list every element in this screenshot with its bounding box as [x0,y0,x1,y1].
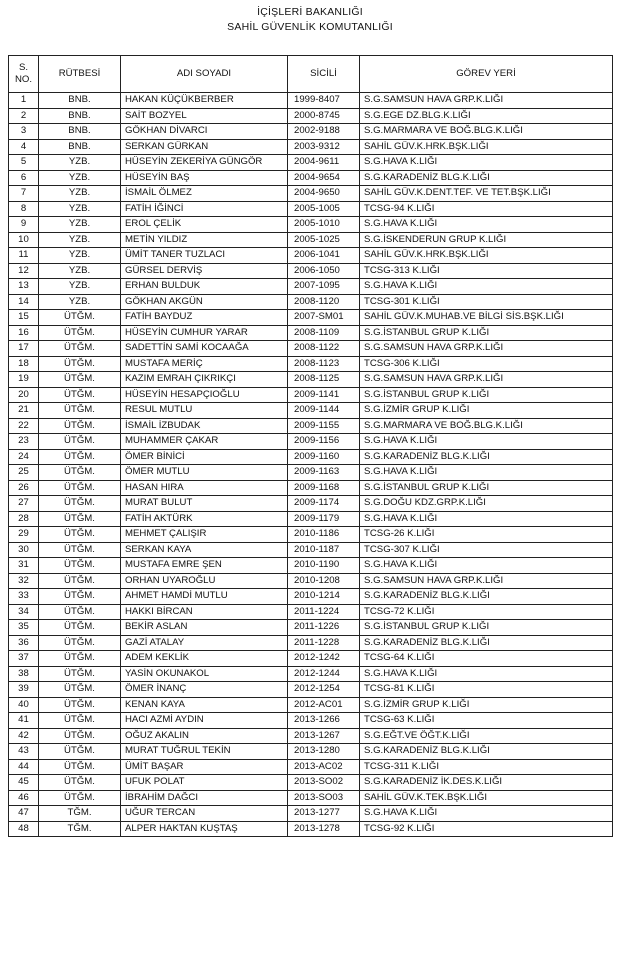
cell-sicil: 2004-9611 [288,155,360,171]
cell-rank: ÜTĞM. [39,558,121,574]
cell-no: 3 [9,124,39,140]
cell-name: MEHMET ÇALIŞIR [121,527,288,543]
table-row [9,387,613,403]
table-row [9,480,613,496]
cell-name: OĞUZ AKALIN [121,728,288,744]
cell-no: 29 [9,527,39,543]
cell-name: HÜSEYİN HESAPÇIOĞLU [121,387,288,403]
cell-duty-station: TCSG-306 K.LIĞI [360,356,613,372]
cell-sicil: 2010-1187 [288,542,360,558]
cell-duty-station: SAHİL GÜV.K.MUHAB.VE BİLGİ SİS.BŞK.LIĞI [360,310,613,326]
cell-rank: ÜTĞM. [39,511,121,527]
cell-no: 26 [9,480,39,496]
table-row [9,713,613,729]
cell-no: 41 [9,713,39,729]
cell-sicil: 2009-1179 [288,511,360,527]
cell-no: 42 [9,728,39,744]
cell-duty-station: S.G.İZMİR GRUP K.LIĞI [360,697,613,713]
cell-name: ÜMİT BAŞAR [121,759,288,775]
cell-name: ERHAN BULDUK [121,279,288,295]
cell-duty-station: TCSG-81 K.LIĞI [360,682,613,698]
cell-rank: ÜTĞM. [39,697,121,713]
table-row [9,496,613,512]
table-row [9,790,613,806]
cell-rank: ÜTĞM. [39,496,121,512]
cell-name: GÖKHAN DİVARCI [121,124,288,140]
cell-no: 31 [9,558,39,574]
cell-sicil: 2007-SM01 [288,310,360,326]
cell-rank: YZB. [39,201,121,217]
cell-name: HASAN HIRA [121,480,288,496]
cell-duty-station: S.G.KARADENİZ BLG.K.LIĞI [360,170,613,186]
cell-rank: ÜTĞM. [39,775,121,791]
table-row [9,465,613,481]
cell-sicil: 2008-1122 [288,341,360,357]
cell-duty-station: S.G.HAVA K.LIĞI [360,511,613,527]
cell-no: 21 [9,403,39,419]
table-row [9,666,613,682]
cell-duty-station: S.G.İSTANBUL GRUP K.LIĞI [360,387,613,403]
cell-name: FATİH BAYDUZ [121,310,288,326]
cell-sicil: 2011-1224 [288,604,360,620]
cell-name: SERKAN GÜRKAN [121,139,288,155]
cell-duty-station: S.G.KARADENİZ BLG.K.LIĞI [360,449,613,465]
cell-rank: ÜTĞM. [39,465,121,481]
table-row [9,806,613,822]
cell-no: 5 [9,155,39,171]
cell-sicil: 2011-1226 [288,620,360,636]
cell-rank: ÜTĞM. [39,744,121,760]
cell-no: 27 [9,496,39,512]
cell-no: 13 [9,279,39,295]
table-row [9,232,613,248]
cell-sicil: 2012-1244 [288,666,360,682]
cell-duty-station: TCSG-313 K.LIĞI [360,263,613,279]
cell-no: 30 [9,542,39,558]
cell-sicil: 2013-SO03 [288,790,360,806]
cell-rank: TĞM. [39,806,121,822]
cell-sicil: 2005-1025 [288,232,360,248]
table-row [9,589,613,605]
table-row [9,620,613,636]
cell-duty-station: S.G.KARADENİZ BLG.K.LIĞI [360,589,613,605]
cell-name: SADETTİN SAMİ KOCAAĞA [121,341,288,357]
table-row [9,775,613,791]
cell-sicil: 2011-1228 [288,635,360,651]
cell-name: ADEM KEKLİK [121,651,288,667]
cell-duty-station: TCSG-94 K.LIĞI [360,201,613,217]
cell-rank: ÜTĞM. [39,356,121,372]
cell-rank: ÜTĞM. [39,728,121,744]
cell-sicil: 2009-1141 [288,387,360,403]
table-row [9,635,613,651]
cell-name: AHMET HAMDİ MUTLU [121,589,288,605]
cell-name: ALPER HAKTAN KUŞTAŞ [121,821,288,837]
cell-rank: YZB. [39,294,121,310]
cell-name: GÜRSEL DERVİŞ [121,263,288,279]
cell-sicil: 2007-1095 [288,279,360,295]
cell-name: HAKAN KÜÇÜKBERBER [121,93,288,109]
cell-sicil: 2012-1242 [288,651,360,667]
cell-name: MURAT BULUT [121,496,288,512]
cell-sicil: 2013-1266 [288,713,360,729]
cell-sicil: 2002-9188 [288,124,360,140]
cell-no: 11 [9,248,39,264]
cell-duty-station: S.G.HAVA K.LIĞI [360,217,613,233]
cell-duty-station: TCSG-307 K.LIĞI [360,542,613,558]
cell-sicil: 2009-1144 [288,403,360,419]
cell-name: GAZİ ATALAY [121,635,288,651]
cell-name: KAZIM EMRAH ÇIKRIKÇI [121,372,288,388]
cell-name: HÜSEYİN BAŞ [121,170,288,186]
header-rank: RÜTBESİ [39,56,121,93]
cell-name: FATİH AKTÜRK [121,511,288,527]
cell-sicil: 2009-1174 [288,496,360,512]
table-row [9,759,613,775]
table-row [9,558,613,574]
cell-sicil: 2012-1254 [288,682,360,698]
cell-duty-station: TCSG-72 K.LIĞI [360,604,613,620]
cell-rank: YZB. [39,170,121,186]
cell-name: METİN YILDIZ [121,232,288,248]
cell-duty-station: S.G.SAMSUN HAVA GRP.K.LIĞI [360,372,613,388]
cell-name: MUSTAFA EMRE ŞEN [121,558,288,574]
cell-rank: YZB. [39,155,121,171]
header-no: S. NO. [9,56,39,93]
table-body [9,93,613,837]
cell-sicil: 2010-1208 [288,573,360,589]
cell-rank: ÜTĞM. [39,527,121,543]
table-row [9,325,613,341]
cell-rank: ÜTĞM. [39,418,121,434]
cell-no: 24 [9,449,39,465]
cell-no: 35 [9,620,39,636]
cell-name: GÖKHAN AKGÜN [121,294,288,310]
table-row [9,248,613,264]
cell-duty-station: TCSG-92 K.LIĞI [360,821,613,837]
cell-sicil: 2010-1190 [288,558,360,574]
cell-name: SAİT BOZYEL [121,108,288,124]
ministry-title: İÇİŞLERİ BAKANLIĞI [257,6,363,18]
cell-duty-station: S.G.EGE DZ.BLG.K.LIĞI [360,108,613,124]
cell-duty-station: S.G.MARMARA VE BOĞ.BLG.K.LIĞI [360,418,613,434]
cell-sicil: 2009-1163 [288,465,360,481]
cell-name: MUSTAFA MERİÇ [121,356,288,372]
cell-sicil: 2013-1280 [288,744,360,760]
cell-no: 43 [9,744,39,760]
cell-no: 6 [9,170,39,186]
cell-name: KENAN KAYA [121,697,288,713]
cell-duty-station: TCSG-301 K.LIĞI [360,294,613,310]
cell-rank: ÜTĞM. [39,387,121,403]
cell-no: 32 [9,573,39,589]
cell-rank: BNB. [39,93,121,109]
cell-no: 34 [9,604,39,620]
cell-rank: ÜTĞM. [39,542,121,558]
table-row [9,108,613,124]
cell-no: 18 [9,356,39,372]
cell-duty-station: TCSG-63 K.LIĞI [360,713,613,729]
cell-duty-station: S.G.SAMSUN HAVA GRP.K.LIĞI [360,93,613,109]
cell-sicil: 2012-AC01 [288,697,360,713]
cell-duty-station: S.G.SAMSUN HAVA GRP.K.LIĞI [360,573,613,589]
table-row [9,682,613,698]
cell-sicil: 2009-1160 [288,449,360,465]
table-row [9,294,613,310]
cell-no: 7 [9,186,39,202]
cell-no: 47 [9,806,39,822]
header-duty-station: GÖREV YERİ [360,56,613,93]
cell-rank: ÜTĞM. [39,480,121,496]
cell-name: MURAT TUĞRUL TEKİN [121,744,288,760]
cell-name: FATİH İĞİNCİ [121,201,288,217]
cell-rank: YZB. [39,217,121,233]
cell-no: 12 [9,263,39,279]
cell-sicil: 2008-1125 [288,372,360,388]
cell-no: 39 [9,682,39,698]
table-row [9,728,613,744]
cell-rank: BNB. [39,108,121,124]
cell-name: İBRAHİM DAĞCI [121,790,288,806]
cell-sicil: 2003-9312 [288,139,360,155]
cell-no: 9 [9,217,39,233]
table-row [9,527,613,543]
cell-sicil: 2009-1155 [288,418,360,434]
table-row [9,542,613,558]
cell-no: 17 [9,341,39,357]
table-row [9,155,613,171]
cell-no: 36 [9,635,39,651]
table-row [9,744,613,760]
cell-rank: ÜTĞM. [39,713,121,729]
cell-rank: BNB. [39,139,121,155]
cell-name: UĞUR TERCAN [121,806,288,822]
cell-name: ÖMER BİNİCİ [121,449,288,465]
cell-rank: YZB. [39,232,121,248]
personnel-table [8,55,613,837]
cell-no: 2 [9,108,39,124]
cell-duty-station: S.G.EĞT.VE ÖĞT.K.LIĞI [360,728,613,744]
cell-rank: ÜTĞM. [39,635,121,651]
cell-duty-station: SAHİL GÜV.K.HRK.BŞK.LIĞI [360,139,613,155]
cell-duty-station: SAHİL GÜV.K.TEK.BŞK.LIĞI [360,790,613,806]
cell-name: İSMAİL İZBUDAK [121,418,288,434]
table-row [9,310,613,326]
cell-duty-station: TCSG-26 K.LIĞI [360,527,613,543]
cell-no: 46 [9,790,39,806]
cell-rank: ÜTĞM. [39,449,121,465]
table-row [9,418,613,434]
table-row [9,821,613,837]
cell-duty-station: S.G.HAVA K.LIĞI [360,666,613,682]
cell-name: EROL ÇELİK [121,217,288,233]
cell-no: 48 [9,821,39,837]
table-header-row [9,56,613,93]
cell-no: 22 [9,418,39,434]
cell-duty-station: S.G.MARMARA VE BOĞ.BLG.K.LIĞI [360,124,613,140]
table-row [9,697,613,713]
cell-sicil: 2013-1277 [288,806,360,822]
cell-duty-station: SAHİL GÜV.K.HRK.BŞK.LIĞI [360,248,613,264]
table-row [9,201,613,217]
cell-name: ÜMİT TANER TUZLACI [121,248,288,264]
cell-no: 28 [9,511,39,527]
cell-name: BEKİR ASLAN [121,620,288,636]
cell-sicil: 2005-1005 [288,201,360,217]
cell-no: 14 [9,294,39,310]
cell-sicil: 2009-1156 [288,434,360,450]
table-row [9,434,613,450]
cell-no: 10 [9,232,39,248]
cell-rank: ÜTĞM. [39,604,121,620]
table-row [9,93,613,109]
cell-rank: ÜTĞM. [39,434,121,450]
cell-name: HACI AZMİ AYDIN [121,713,288,729]
cell-duty-station: S.G.DOĞU KDZ.GRP.K.LIĞI [360,496,613,512]
cell-name: ÖMER MUTLU [121,465,288,481]
cell-name: MUHAMMER ÇAKAR [121,434,288,450]
cell-sicil: 2013-AC02 [288,759,360,775]
cell-sicil: 2013-SO02 [288,775,360,791]
cell-no: 23 [9,434,39,450]
cell-no: 16 [9,325,39,341]
table-row [9,341,613,357]
cell-duty-station: S.G.İSTANBUL GRUP K.LIĞI [360,325,613,341]
cell-rank: ÜTĞM. [39,666,121,682]
cell-sicil: 2010-1186 [288,527,360,543]
cell-no: 45 [9,775,39,791]
cell-rank: YZB. [39,279,121,295]
cell-duty-station: S.G.HAVA K.LIĞI [360,434,613,450]
table-row [9,372,613,388]
cell-rank: YZB. [39,186,121,202]
cell-name: YASİN OKUNAKOL [121,666,288,682]
table-row [9,573,613,589]
table-row [9,217,613,233]
cell-no: 44 [9,759,39,775]
cell-no: 1 [9,93,39,109]
cell-duty-station: S.G.SAMSUN HAVA GRP.K.LIĞI [360,341,613,357]
table-row [9,279,613,295]
cell-sicil: 2006-1041 [288,248,360,264]
table-row [9,604,613,620]
table-row [9,651,613,667]
cell-rank: TĞM. [39,821,121,837]
cell-duty-station: S.G.KARADENİZ BLG.K.LIĞI [360,635,613,651]
cell-sicil: 2004-9650 [288,186,360,202]
cell-duty-station: S.G.KARADENİZ BLG.K.LIĞI [360,744,613,760]
cell-rank: ÜTĞM. [39,620,121,636]
cell-rank: ÜTĞM. [39,372,121,388]
cell-sicil: 2005-1010 [288,217,360,233]
cell-sicil: 2006-1050 [288,263,360,279]
cell-rank: ÜTĞM. [39,341,121,357]
table-row [9,263,613,279]
cell-rank: ÜTĞM. [39,573,121,589]
cell-duty-station: SAHİL GÜV.K.DENT.TEF. VE TET.BŞK.LIĞI [360,186,613,202]
cell-duty-station: S.G.HAVA K.LIĞI [360,558,613,574]
cell-sicil: 2008-1123 [288,356,360,372]
cell-no: 20 [9,387,39,403]
cell-rank: ÜTĞM. [39,403,121,419]
header-sicil: SİCİLİ [288,56,360,93]
cell-no: 33 [9,589,39,605]
cell-duty-station: S.G.HAVA K.LIĞI [360,806,613,822]
cell-name: UFUK POLAT [121,775,288,791]
cell-no: 19 [9,372,39,388]
table-row [9,511,613,527]
table-row [9,124,613,140]
cell-sicil: 2008-1109 [288,325,360,341]
cell-sicil: 2004-9654 [288,170,360,186]
cell-name: ÖMER İNANÇ [121,682,288,698]
cell-no: 15 [9,310,39,326]
cell-duty-station: TCSG-311 K.LIĞI [360,759,613,775]
cell-sicil: 2010-1214 [288,589,360,605]
cell-rank: ÜTĞM. [39,310,121,326]
cell-name: HAKKI BİRCAN [121,604,288,620]
cell-duty-station: S.G.İSKENDERUN GRUP K.LIĞI [360,232,613,248]
cell-sicil: 2013-1278 [288,821,360,837]
cell-sicil: 2008-1120 [288,294,360,310]
cell-duty-station: TCSG-64 K.LIĞI [360,651,613,667]
cell-sicil: 2009-1168 [288,480,360,496]
header-name: ADI SOYADI [121,56,288,93]
cell-duty-station: S.G.HAVA K.LIĞI [360,155,613,171]
table-row [9,139,613,155]
cell-no: 25 [9,465,39,481]
cell-rank: ÜTĞM. [39,651,121,667]
cell-name: RESUL MUTLU [121,403,288,419]
cell-no: 4 [9,139,39,155]
table-row [9,403,613,419]
cell-name: HÜSEYİN CUMHUR YARAR [121,325,288,341]
cell-rank: ÜTĞM. [39,759,121,775]
table-row [9,186,613,202]
cell-rank: ÜTĞM. [39,790,121,806]
table-row [9,449,613,465]
cell-name: SERKAN KAYA [121,542,288,558]
cell-duty-station: S.G.İSTANBUL GRUP K.LIĞI [360,620,613,636]
cell-name: HÜSEYİN ZEKERİYA GÜNGÖR [121,155,288,171]
cell-rank: ÜTĞM. [39,325,121,341]
command-title: SAHİL GÜVENLİK KOMUTANLIĞI [227,21,393,33]
cell-no: 37 [9,651,39,667]
cell-name: ORHAN UYAROĞLU [121,573,288,589]
table-row [9,356,613,372]
cell-no: 40 [9,697,39,713]
cell-rank: ÜTĞM. [39,682,121,698]
cell-rank: YZB. [39,248,121,264]
cell-sicil: 1999-8407 [288,93,360,109]
cell-name: İSMAİL ÖLMEZ [121,186,288,202]
cell-duty-station: S.G.HAVA K.LIĞI [360,279,613,295]
table-row [9,170,613,186]
cell-duty-station: S.G.KARADENİZ İK.DES.K.LIĞI [360,775,613,791]
cell-no: 38 [9,666,39,682]
cell-duty-station: S.G.İSTANBUL GRUP K.LIĞI [360,480,613,496]
cell-rank: BNB. [39,124,121,140]
cell-rank: YZB. [39,263,121,279]
cell-sicil: 2000-8745 [288,108,360,124]
cell-duty-station: S.G.HAVA K.LIĞI [360,465,613,481]
cell-duty-station: S.G.İZMİR GRUP K.LIĞI [360,403,613,419]
cell-no: 8 [9,201,39,217]
cell-sicil: 2013-1267 [288,728,360,744]
cell-rank: ÜTĞM. [39,589,121,605]
